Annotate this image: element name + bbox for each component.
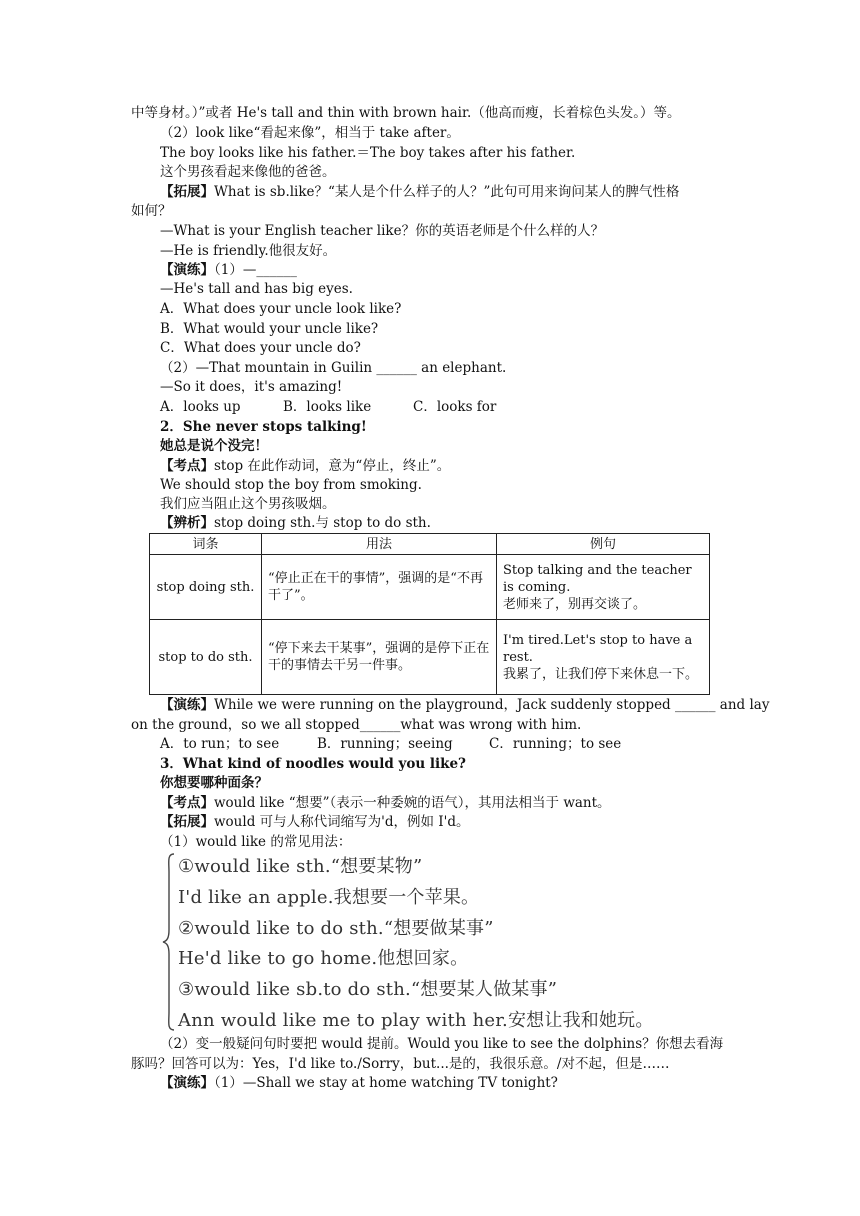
text-line: —What is your English teacher like？你的英语老师是个什么样的人？ (160, 223, 605, 239)
usage-line: Ann would like me to play with her.安想让我和她玩。 (178, 1010, 654, 1031)
table-cell-term: stop doing sth. (150, 555, 262, 620)
section-tag: 【拓展】 (160, 814, 214, 830)
text-line: （1）would like 的常见用法： (160, 834, 352, 850)
table-header: 例句 (497, 534, 710, 555)
option-line: A．What does your uncle look like? (160, 301, 402, 317)
text-span: would 可与人称代词缩写为'd，例如 I'd。 (214, 814, 470, 830)
text-line: —He is friendly.他很友好。 (160, 243, 337, 259)
section-tag: 【考点】 (160, 795, 214, 811)
text-line (160, 1074, 760, 1092)
text-line (160, 514, 760, 532)
section-tag: 【演练】 (160, 1075, 214, 1091)
text-line (160, 813, 760, 831)
table-cell-usage: “停下来去干某事”，强调的是停下正在干的事情去干另一件事。 (262, 620, 497, 695)
text-span: stop doing sth.与 stop to do sth. (214, 515, 431, 531)
table-cell-example (497, 620, 710, 695)
table-cell-term: stop to do sth. (150, 620, 262, 695)
option-b: B．running；seeing (317, 736, 453, 752)
text-span: （1）—______ (214, 262, 297, 278)
table-header: 用法 (262, 534, 497, 555)
would-like-usage-figure (162, 852, 682, 1032)
text-line (160, 696, 770, 714)
example-en: Stop talking and the teacher is coming. (503, 562, 692, 595)
usage-line: ③would like sb.to do sth.“想要某人做某事” (178, 979, 558, 1000)
section-tag: 【拓展】 (160, 184, 214, 200)
usage-line: I'd like an apple.我想要一个苹果。 (178, 887, 480, 908)
usage-line: He'd like to go home.他想回家。 (178, 948, 469, 969)
text-line: 如何？ (131, 203, 172, 219)
option-c: C．looks for (413, 399, 497, 415)
text-line: 中等身材。）”或者 He's tall and thin with brown hair.（他高而瘦，长着棕色头发。）等。 (131, 105, 681, 121)
example-zh: 我累了，让我们停下来休息一下。 (503, 666, 699, 682)
comparison-table (149, 533, 710, 695)
table-cell-usage: “停止正在干的事情”，强调的是“不再干了”。 (262, 555, 497, 620)
text-line (160, 261, 760, 279)
usage-line: ①would like sth.“想要某物” (178, 856, 423, 877)
item-translation: 你想要哪种面条？ (160, 775, 268, 791)
text-line: 豚吗？回答可以为：Yes，I'd like to./Sorry，but...是的，我很乐意。/对不起，但是…… (131, 1056, 670, 1072)
text-line: on the ground，so we all stopped______what was wrong with him. (131, 717, 582, 733)
usage-line: ②would like to do sth.“想要做某事” (178, 918, 494, 939)
text-line (160, 457, 760, 475)
section-tag: 【考点】 (160, 458, 214, 474)
section-tag: 【辨析】 (160, 515, 214, 531)
option-a: A．to run；to see (160, 736, 280, 752)
table-header-row (150, 534, 710, 555)
text-line: 我们应当阻止这个男孩吸烟。 (160, 496, 336, 512)
text-span: （1）—Shall we stay at home watching TV tonight? (214, 1075, 558, 1091)
text-span: What is sb.like？“某人是个什么样子的人？”此句可用来询问某人的脾气性格 (214, 184, 680, 200)
item-translation: 她总是说个没完！ (160, 438, 268, 454)
option-b: B．looks like (283, 399, 372, 415)
item-heading: 2．She never stops talking! (160, 419, 367, 435)
table-row (150, 620, 710, 695)
text-span: stop 在此作动词，意为“停止，终止”。 (214, 458, 451, 474)
table-header: 词条 (150, 534, 262, 555)
item-heading: 3．What kind of noodles would you like? (160, 756, 466, 772)
text-line: —He's tall and has big eyes. (160, 281, 353, 297)
option-line: C．What does your uncle do? (160, 340, 361, 356)
table-cell-example (497, 555, 710, 620)
text-line (160, 794, 760, 812)
option-c: C．running；to see (489, 736, 622, 752)
text-line: —So it does，it's amazing! (160, 379, 343, 395)
text-line: （2）—That mountain in Guilin ______ an elephant. (160, 360, 507, 376)
option-line: B．What would your uncle like? (160, 321, 379, 337)
text-line: We should stop the boy from smoking. (160, 477, 422, 493)
example-zh: 老师来了，别再交谈了。 (503, 596, 647, 612)
option-a: A．looks up (160, 399, 241, 415)
text-line: （2）变一般疑问句时要把 would 提前。Would you like to see the dolphins？你想去看海 (160, 1036, 724, 1052)
example-en: I'm tired.Let's stop to have a rest. (503, 632, 693, 665)
section-tag: 【演练】 (160, 697, 214, 713)
text-line: 这个男孩看起来像他的爸爸。 (160, 164, 336, 180)
text-line: The boy looks like his father.＝The boy takes after his father. (160, 145, 576, 161)
table-row (150, 555, 710, 620)
text-span: While we were running on the playground，Jack suddenly stopped ______ and lay (214, 697, 770, 713)
text-line (160, 183, 760, 201)
brace-icon (162, 852, 176, 1032)
section-tag: 【演练】 (160, 262, 214, 278)
text-line: （2）look like“看起来像”，相当于 take after。 (160, 125, 460, 141)
text-span: would like “想要”（表示一种委婉的语气），其用法相当于 want。 (214, 795, 611, 811)
